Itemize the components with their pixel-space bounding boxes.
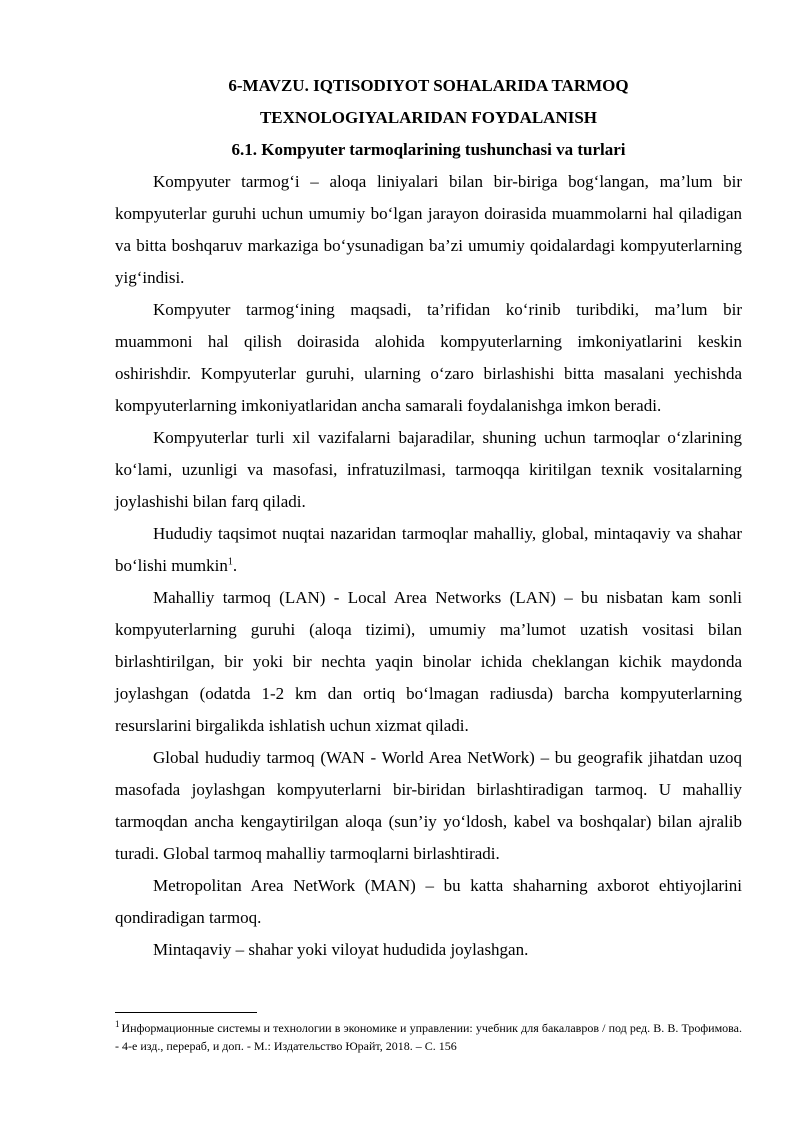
footnote-number: 1 [115, 1019, 120, 1029]
paragraph-purpose: Kompyuter tarmog‘ining maqsadi, ta’rifidan ko‘rinib turibdiki, ma’lum bir muammoni hal qilish doirasida alohida kompyuterlarning imkoniyatlarini keskin oshirishdir. Kompyuterlar guruhi, ularning o‘zaro birlashishi bitta masalani yechishda kompyuterlarning imkoniyatlaridan ancha samarali foydalanishga imkon beradi. [115, 300, 742, 415]
chapter-title-line-1: 6-MAVZU. IQTISODIYOT SOHALARIDA TARMOQ [228, 76, 629, 95]
paragraph-classification-text: Hududiy taqsimot nuqtai nazaridan tarmoqlar mahalliy, global, mintaqaviy va shahar bo‘lishi mumkin [115, 524, 742, 575]
paragraph-man: Metropolitan Area NetWork (MAN) – bu katta shaharning axborot ehtiyojlarini qondiradigan tarmoq. [115, 876, 742, 927]
document-body [115, 70, 742, 966]
chapter-title-line-2: TEXNOLOGIYALARIDAN FOYDALANISH [259, 108, 598, 127]
footnote-text: Информационные системы и технологии в экономике и управлении: учебник для бакалавров / под ред. В. В. Трофимова. - 4-е изд., перераб, и доп. - М.: Издательство Юрайт, 2018. – С. 156 [115, 1021, 742, 1053]
footnote-reference[interactable]: 1 [227, 556, 233, 568]
paragraph-definition: Kompyuter tarmog‘i – aloqa liniyalari bilan bir-biriga bog‘langan, ma’lum bir kompyuterlar guruhi uchun umumiy bo‘lgan jarayon doirasida muammolarni hal qiladigan va bitta boshqaruv markaziga bo‘ysunadigan ba’zi umumiy qoidalardagi kompyuterlarning yig‘indisi. [115, 172, 742, 287]
paragraph-classification [115, 518, 742, 582]
footnote [115, 1019, 742, 1055]
footnote-separator [115, 1012, 257, 1013]
paragraph-wan: Global hududiy tarmoq (WAN - World Area NetWork) – bu geografik jihatdan uzoq masofada joylashgan kompyuterlarni bir-biridan birlashtiradigan tarmoq. U mahalliy tarmoqdan ancha kengaytirilgan aloqa (sun’iy yo‘ldosh, kabel va boshqalar) bilan ajralib turadi. Global tarmoq mahalliy tarmoqlarni birlashtiradi. [115, 748, 742, 863]
paragraph-classification-end: . [232, 556, 238, 575]
section-heading: 6.1. Kompyuter tarmoqlarining tushunchasi va turlari [231, 140, 626, 159]
paragraph-differences: Kompyuterlar turli xil vazifalarni bajaradilar, shuning uchun tarmoqlar o‘zlarining ko‘lami, uzunligi va masofasi, infratuzilmasi, tarmoqqa kiritilgan texnik vositalarning joylashishi bilan farq qiladi. [115, 428, 742, 511]
paragraph-lan: Mahalliy tarmoq (LAN) - Local Area Networks (LAN) – bu nisbatan kam sonli kompyuterlarning guruhi (aloqa tizimi), umumiy ma’lumot uzatish vositasi bilan birlashtirilgan, bir yoki bir nechta yaqin binolar ichida cheklangan kichik maydonda joylashgan (odatda 1-2 km dan ortiq bo‘lmagan radiusda) barcha kompyuterlarning resurslarini birgalikda ishlatish uchun xizmat qiladi. [115, 588, 742, 735]
paragraph-regional: Mintaqaviy – shahar yoki viloyat hududida joylashgan. [153, 940, 529, 959]
